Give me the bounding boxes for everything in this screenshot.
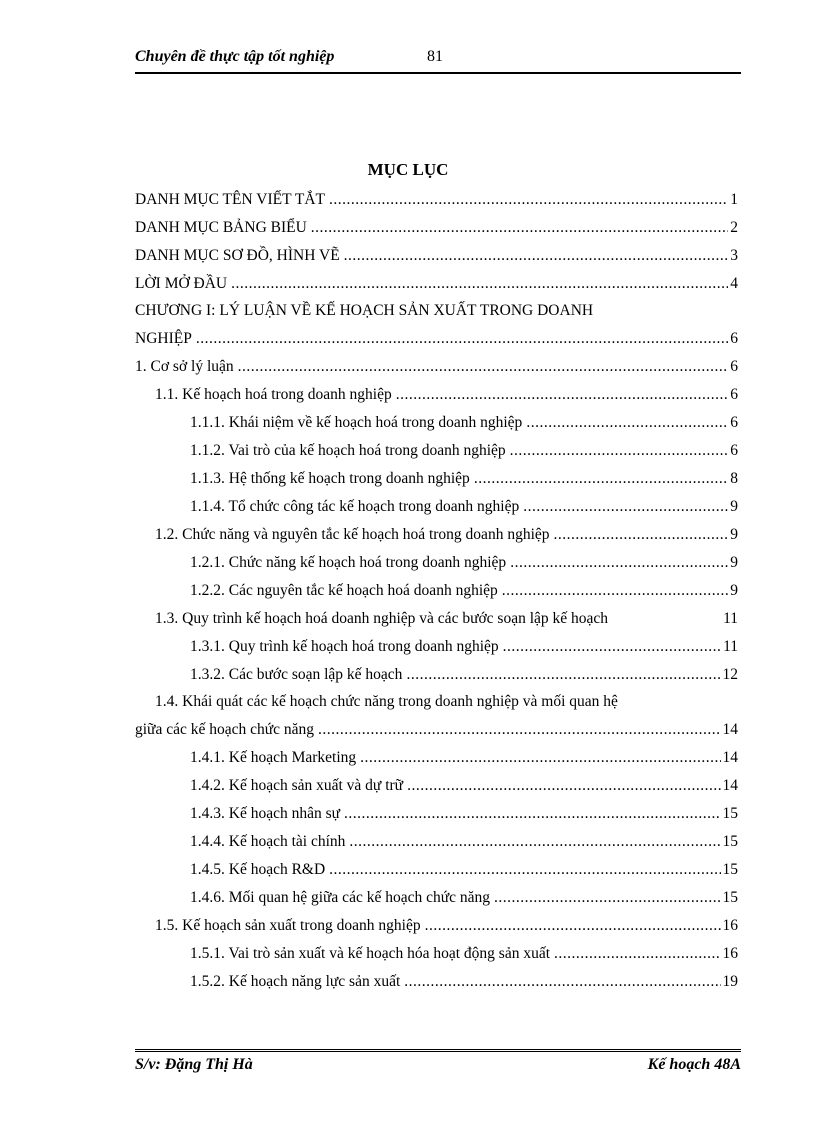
toc-entry-label: 1.5.2. Kế hoạch năng lực sản xuất [190, 973, 401, 990]
toc-heading: MỤC LỤC [367, 160, 449, 179]
toc-entry-label: 1.4.2. Kế hoạch sản xuất và dự trữ [190, 777, 404, 794]
toc-leader-dots [344, 804, 720, 824]
toc-entry-page: 6 [730, 358, 738, 375]
toc-entry[interactable] [135, 190, 738, 210]
toc-entry-page: 15 [722, 805, 738, 822]
toc-entry[interactable] [135, 274, 738, 294]
toc-entry[interactable] [190, 637, 738, 657]
toc-entry-page: 19 [722, 973, 738, 990]
toc-entry-page: 16 [722, 917, 738, 934]
toc-entry-label: 1.1. Kế hoạch hoá trong doanh nghiệp [155, 386, 392, 403]
toc-entry[interactable] [190, 665, 738, 685]
toc-entry-label: 1.4.5. Kế hoạch R&D [190, 861, 326, 878]
toc-entry-label: 1.4.4. Kế hoạch tài chính [190, 833, 346, 850]
toc-entry-page: 16 [722, 945, 738, 962]
toc-entry-label: 1.4.6. Mối quan hệ giữa các kế hoạch chức năng [190, 889, 491, 906]
toc-entry[interactable] [190, 972, 738, 992]
toc-entry-page: 2 [730, 219, 738, 236]
toc-entry-label: 1. Cơ sở lý luận [135, 358, 234, 375]
toc-entry-label: 1.3.2. Các bước soạn lập kế hoạch [190, 666, 403, 683]
toc-entry-page: 6 [730, 442, 738, 459]
toc-entry-page: 9 [730, 526, 738, 543]
toc-entry-label[interactable]: CHƯƠNG I: LÝ LUẬN VỀ KẾ HOẠCH SẢN XUẤT TRONG DOANH [135, 302, 594, 319]
toc-entry[interactable] [135, 246, 738, 266]
toc-leader-dots [396, 385, 729, 405]
toc-leader-dots [360, 748, 720, 768]
toc-entry-label: 1.2.1. Chức năng kế hoạch hoá trong doanh nghiệp [190, 554, 507, 571]
toc-entry[interactable] [190, 832, 738, 852]
toc-entry-label-continued: giữa các kế hoạch chức năng [135, 721, 315, 738]
toc-entry[interactable] [155, 385, 738, 405]
toc-entry[interactable] [155, 525, 738, 545]
toc-entry-page: 3 [730, 247, 738, 264]
toc-entry[interactable] [190, 581, 738, 601]
toc-entry[interactable] [190, 413, 738, 433]
header-title: Chuyên đề thực tập tốt nghiệp [135, 48, 335, 65]
toc-entry-label: 1.1.4. Tổ chức công tác kế hoạch trong doanh nghiệp [190, 498, 520, 515]
toc-entry[interactable] [190, 497, 738, 517]
toc-entry[interactable] [135, 720, 738, 740]
toc-entry-label: 1.5.1. Vai trò sản xuất và kế hoạch hóa hoạt động sản xuất [190, 945, 551, 962]
toc-leader-dots [526, 413, 728, 433]
toc-entry[interactable] [190, 860, 738, 880]
toc-entry-page: 11 [723, 638, 738, 655]
toc-entry-label: 1.1.3. Hệ thống kế hoạch trong doanh nghiệp [190, 470, 470, 487]
toc-leader-dots [196, 329, 728, 349]
toc-entry[interactable] [135, 218, 738, 238]
toc-leader-dots [329, 190, 728, 210]
toc-entry-page: 4 [730, 275, 738, 292]
toc-entry-page: 9 [730, 582, 738, 599]
footer-author: S/v: Đặng Thị Hà [135, 1056, 253, 1073]
toc-entry-page: 14 [722, 749, 738, 766]
toc-leader-dots [406, 665, 720, 685]
toc-entry-label: 1.4.1. Kế hoạch Marketing [190, 749, 357, 766]
page-header [135, 48, 741, 74]
toc-entry[interactable] [190, 469, 738, 489]
toc-entry-page: 8 [730, 470, 738, 487]
toc-entry[interactable] [155, 609, 738, 629]
toc-leader-dots [231, 274, 728, 294]
toc-leader-dots [554, 525, 729, 545]
toc-entry-page: 15 [722, 861, 738, 878]
toc-entry-page: 6 [730, 386, 738, 403]
toc-leader-dots [404, 972, 720, 992]
toc-leader-dots [510, 441, 729, 461]
toc-entry-page: 14 [722, 721, 738, 738]
header-page-number: 81 [427, 48, 443, 65]
toc-leader-dots [523, 497, 728, 517]
toc-entry-label: DANH MỤC SƠ ĐỒ, HÌNH VẼ [135, 247, 340, 264]
toc-entry-page: 9 [730, 498, 738, 515]
toc-entry-page: 14 [722, 777, 738, 794]
toc-entry-page: 15 [722, 889, 738, 906]
toc-entry-label: LỜI MỞ ĐẦU [135, 275, 228, 292]
toc-entry-page: 15 [722, 833, 738, 850]
toc-entry-label: 1.1.2. Vai trò của kế hoạch hoá trong doanh nghiệp [190, 442, 506, 459]
toc-entry-label: 1.5. Kế hoạch sản xuất trong doanh nghiệp [155, 917, 421, 934]
toc-leader-dots [349, 832, 720, 852]
toc-entry[interactable] [190, 944, 738, 964]
footer-class: Kế hoạch 48A [647, 1056, 741, 1073]
toc-entry-label: 1.2.2. Các nguyên tắc kế hoạch hoá doanh nghiệp [190, 582, 498, 599]
toc-entry[interactable] [190, 553, 738, 573]
toc-entry-page: 12 [722, 666, 738, 683]
page-footer [135, 1049, 741, 1080]
toc-entry[interactable] [190, 888, 738, 908]
toc-leader-dots [318, 720, 720, 740]
toc-entry-label: DANH MỤC BẢNG BIỂU [135, 219, 307, 236]
toc-leader-dots [554, 944, 720, 964]
toc-entry[interactable] [155, 916, 738, 936]
toc-leader-dots [238, 357, 729, 377]
toc-leader-dots [510, 553, 728, 573]
toc-entry-page: 9 [730, 554, 738, 571]
toc-entry-page: 1 [730, 191, 738, 208]
toc-leader-dots [494, 888, 720, 908]
toc-leader-dots [503, 637, 721, 657]
toc-entry-label: 1.2. Chức năng và nguyên tắc kế hoạch hoá trong doanh nghiệp [155, 526, 550, 543]
toc-entry-label: 1.3.1. Quy trình kế hoạch hoá trong doanh nghiệp [190, 638, 499, 655]
toc-entry-label: 1.4.3. Kế hoạch nhân sự [190, 805, 341, 822]
toc-entry[interactable] [135, 329, 738, 349]
toc-leader-dots [407, 776, 720, 796]
toc-entry-label: 1.1.1. Khái niệm về kế hoạch hoá trong doanh nghiệp [190, 414, 523, 431]
toc-leader-dots [311, 218, 728, 238]
toc-leader-dots [502, 581, 728, 601]
toc-leader-dots [329, 860, 720, 880]
toc-entry-page: 11 [723, 610, 738, 627]
toc-entry[interactable] [190, 776, 738, 796]
toc-entry-label[interactable]: 1.4. Khái quát các kế hoạch chức năng trong doanh nghiệp và mối quan hệ [155, 693, 618, 710]
toc-entry[interactable] [190, 804, 738, 824]
toc-entry[interactable] [135, 357, 738, 377]
toc-leader-dots [474, 469, 728, 489]
toc-entry-label: DANH MỤC TÊN VIẾT TẮT [135, 191, 326, 208]
toc-entry-label: 1.3. Quy trình kế hoạch hoá doanh nghiệp và các bước soạn lập kế hoạch [155, 610, 609, 627]
toc-entry-page: 6 [730, 414, 738, 431]
toc-entry-label-continued: NGHIỆP [135, 330, 192, 347]
toc-leader-dots [425, 916, 721, 936]
toc-leader-dots [344, 246, 729, 266]
toc-entry[interactable] [190, 441, 738, 461]
toc-entry-page: 6 [730, 330, 738, 347]
toc-entry[interactable] [190, 748, 738, 768]
